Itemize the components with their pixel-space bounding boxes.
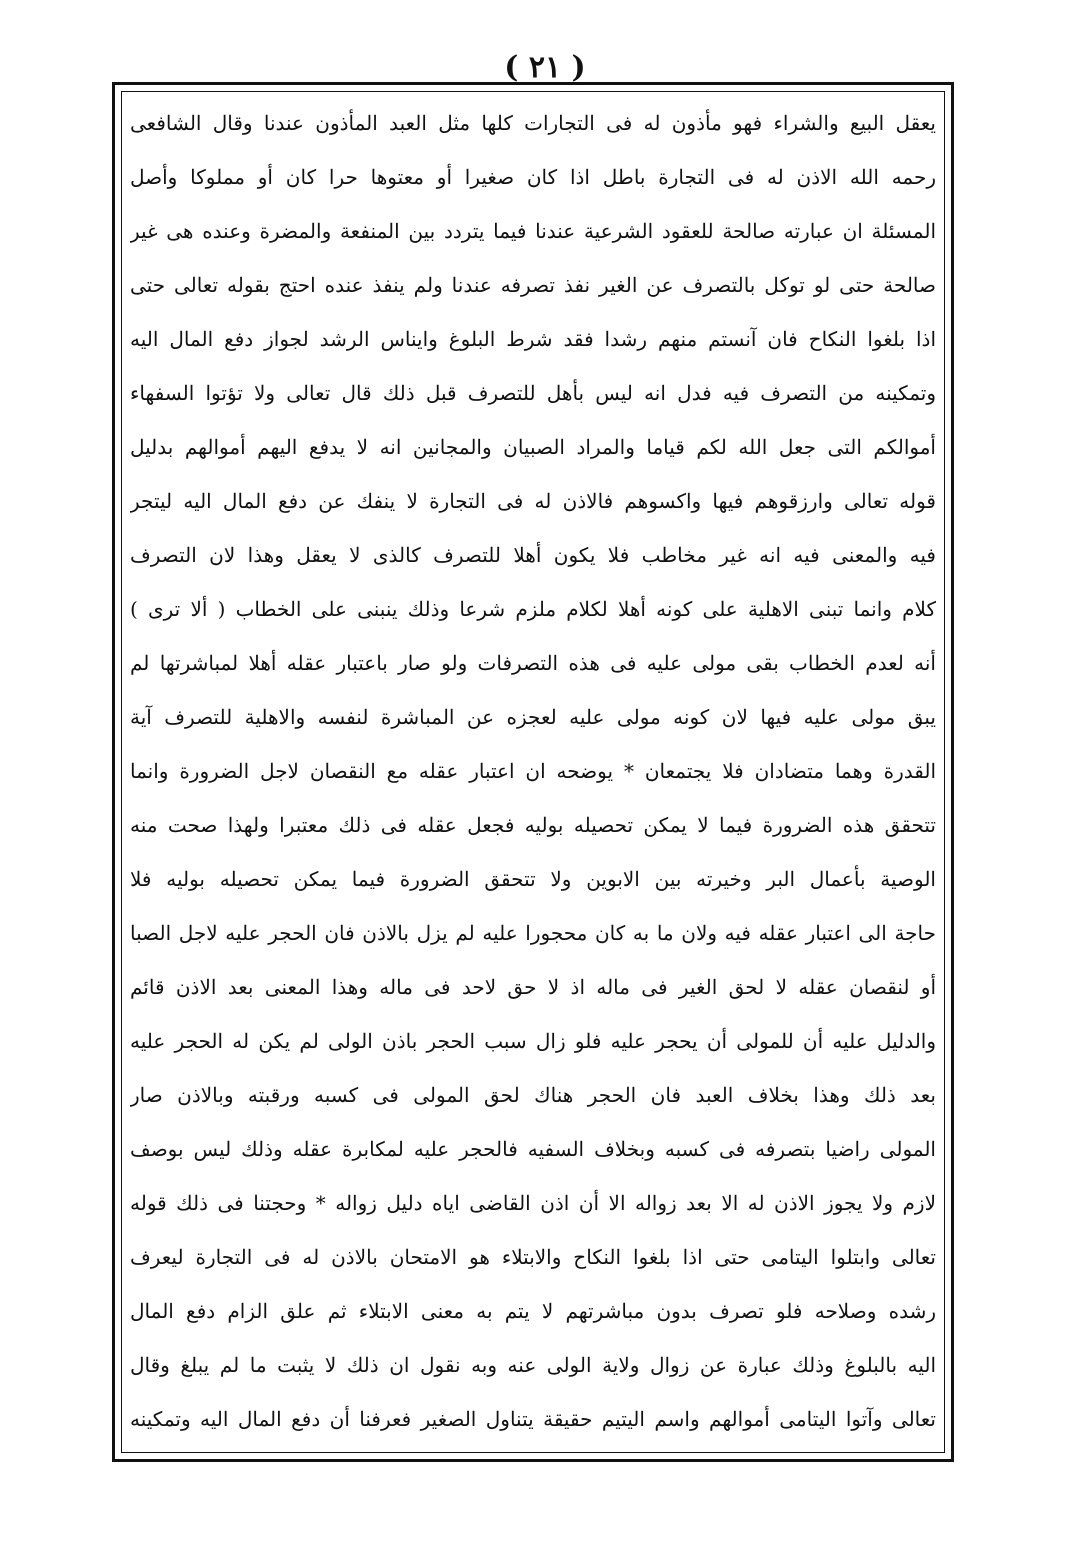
text-line: تتحقق هذه الضرورة فيما لا يمكن تحصيله بوليه فجعل عقله فى ذلك معتبرا ولهذا صحت منه <box>130 813 936 837</box>
page-number: ( ٢١ ) <box>504 50 586 85</box>
text-line: لازم ولا يجوز الاذن له الا بعد زواله الا أن اذن القاضى اياه دليل زواله * وحجتنا فى ذلك قوله <box>130 1191 936 1215</box>
text-line: رشده وصلاحه فلو تصرف بدون مباشرتهم لا يتم به معنى الابتلاء ثم علق الزام دفع المال <box>130 1299 936 1323</box>
text-line: تعالى وابتلوا اليتامى حتى اذا بلغوا النكاح والابتلاء هو الامتحان بالاذن له فى التجارة ليعرف <box>130 1245 936 1269</box>
text-line: يبق مولى عليه فيها لان كونه مولى عليه لعجزه عن المباشرة لنفسه والاهلية للتصرف آية <box>130 705 936 729</box>
text-line: رحمه الله الاذن له فى التجارة باطل اذا كان صغيرا أو معتوها حرا كان أو مملوكا وأصل <box>130 165 936 189</box>
text-line: أنه لعدم الخطاب بقى مولى عليه فى هذه التصرفات ولو صار باعتبار عقله أهلا لمباشرتها لم <box>130 651 936 675</box>
text-line: قوله تعالى وارزقوهم فيها واكسوهم فالاذن له فى التجارة لا ينفك عن دفع المال اليه ليتجر <box>130 489 936 513</box>
text-line: أو لنقصان عقله لا لحق الغير فى ماله اذ لا حق لاحد فى ماله وهذا المعنى بعد الاذن قائم <box>130 975 936 999</box>
text-line: فيه والمعنى فيه انه غير مخاطب فلا يكون أهلا للتصرف كالذى لا يعقل وهذا لان التصرف <box>130 543 936 567</box>
text-line: أموالكم التى جعل الله لكم قياما والمراد الصبيان والمجانين انه لا يدفع اليهم أموالهم بدليل <box>130 435 936 459</box>
text-line: المسئلة ان عبارته صالحة للعقود الشرعية عندنا فيما يتردد بين المنفعة والمضرة وعنده هى غير <box>130 219 936 243</box>
text-line: صالحة حتى لو توكل بالتصرف عن الغير نفذ تصرفه عندنا ولم ينفذ عنده احتج بقوله تعالى حتى <box>130 273 936 297</box>
text-body <box>124 98 942 1448</box>
text-line: كلام وانما تبنى الاهلية على كونه أهلا لكلام ملزم شرعا وذلك ينبنى على الخطاب ( ألا ترى ) <box>130 597 936 621</box>
text-line: والدليل عليه أن للمولى أن يحجر عليه فلو زال سبب الحجر باذن الولى لم يكن له الحجر عليه <box>130 1029 936 1053</box>
text-line: المولى راضيا بتصرفه فى كسبه وبخلاف السفيه فالحجر عليه لمكابرة عقله وذلك ليس بوصف <box>130 1137 936 1161</box>
text-line: القدرة وهما متضادان فلا يجتمعان * يوضحه ان اعتبار عقله مع النقصان لاجل الضرورة وانما <box>130 759 936 783</box>
text-line: بعد ذلك وهذا بخلاف العبد فان الحجر هناك لحق المولى فى كسبه ورقبته وبالاذن صار <box>130 1083 936 1107</box>
text-line: يعقل البيع والشراء فهو مأذون له فى التجارات كلها مثل العبد المأذون عندنا وقال الشافعى <box>130 111 936 135</box>
text-line: الوصية بأعمال البر وخيرته بين الابوين ولا تتحقق الضرورة فيما يمكن تحصيله بوليه فلا <box>130 867 936 891</box>
text-line: اليه بالبلوغ وذلك عبارة عن زوال ولاية الولى عنه وبه نقول ان ذلك لا يثبت ما لم يبلغ وقال <box>130 1353 936 1377</box>
text-line: وتمكينه من التصرف فيه فدل انه ليس بأهل للتصرف قبل ذلك قال تعالى ولا تؤتوا السفهاء <box>130 381 936 405</box>
text-line: اذا بلغوا النكاح فان آنستم منهم رشدا فقد شرط البلوغ وايناس الرشد لجواز دفع المال اليه <box>130 327 936 351</box>
text-line: تعالى وآتوا اليتامى أموالهم واسم اليتيم حقيقة يتناول الصغير فعرفنا أن دفع المال اليه وتمكينه <box>130 1407 936 1431</box>
text-line: حاجة الى اعتبار عقله فيه ولان ما به كان محجورا عليه لم يزل بالاذن فان الحجر عليه لاجل الصبا <box>130 921 936 945</box>
